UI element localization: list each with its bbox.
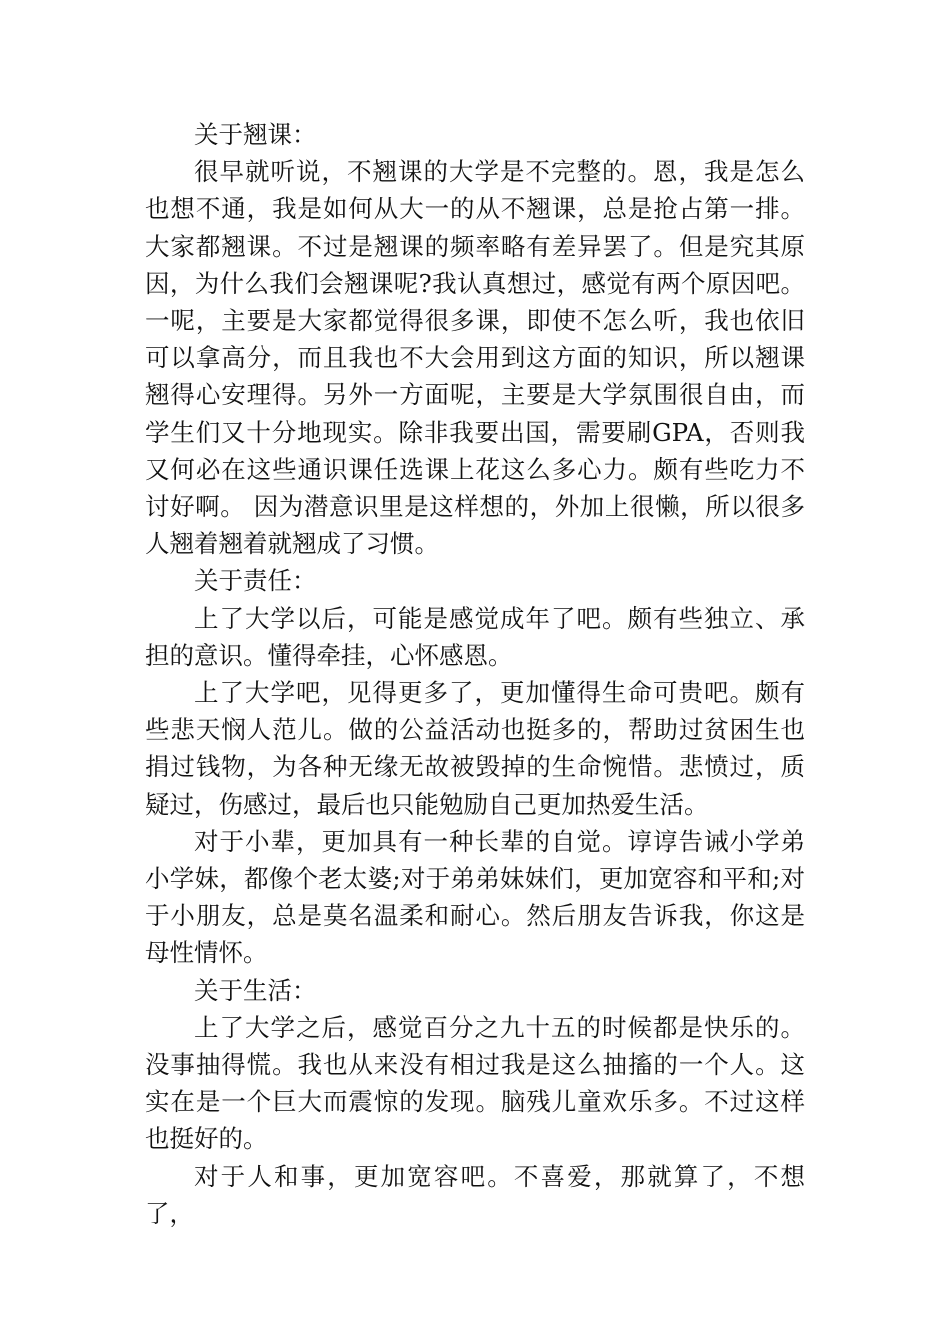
section-heading-life: 关于生活： — [194, 975, 317, 1005]
section-heading-skipping-class: 关于翘课： — [194, 120, 317, 149]
document-body — [145, 116, 805, 1232]
paragraph: 上了大学吧，见得更多了，更加懂得生命可贵吧。颇有些悲天悯人范儿。做的公益活动也挺多的，帮助过贫困生也捐过钱物，为各种无缘无故被毁掉的生命惋惜。悲愤过，质疑过，伤感过，最后也只能勉励自己更加热爱生活。 — [145, 678, 805, 819]
paragraph: 上了大学之后，感觉百分之九十五的时候都是快乐的。没事抽得慌。我也从来没有相过我是这么抽搐的一个人。这实在是一个巨大而震惊的发现。脑残儿童欢乐多。不过这样也挺好的。 — [145, 1012, 805, 1154]
paragraph: 很早就听说，不翘课的大学是不完整的。恩，我是怎么也想不通，我是如何从大一的从不翘课，总是抢占第一排。大家都翘课。不过是翘课的频率略有差异罢了。但是究其原因，为什么我们会翘课呢?我认真想过，感觉有两个原因吧。一呢，主要是大家都觉得很多课，即使不怎么听，我也依旧可以拿高分，而且我也不大会用到这方面的知识，所以翘课翘得心安理得。另外一方面呢，主要是大学氛围很自由，而学生们又十分地现实。除非我要出国，需要刷GPA，否则我又何必在这些通识课任选课上花这么多心力。颇有些吃力不讨好啊。 因为潜意识里是这样想的，外加上很懒，所以很多人翘着翘着就翘成了习惯。 — [145, 157, 805, 559]
paragraph: 上了大学以后，可能是感觉成年了吧。颇有些独立、承担的意识。懂得牵挂，心怀感恩。 — [145, 603, 805, 670]
paragraph: 对于人和事，更加宽容吧。不喜爱，那就算了，不想了， — [145, 1161, 805, 1228]
section-heading-responsibility: 关于责任： — [194, 566, 317, 596]
paragraph: 对于小辈，更加具有一种长辈的自觉。谆谆告诫小学弟小学妹，都像个老太婆;对于弟弟妹妹们，更加宽容和平和;对于小朋友，总是莫名温柔和耐心。然后朋友告诉我，你这是母性情怀。 — [145, 826, 805, 968]
